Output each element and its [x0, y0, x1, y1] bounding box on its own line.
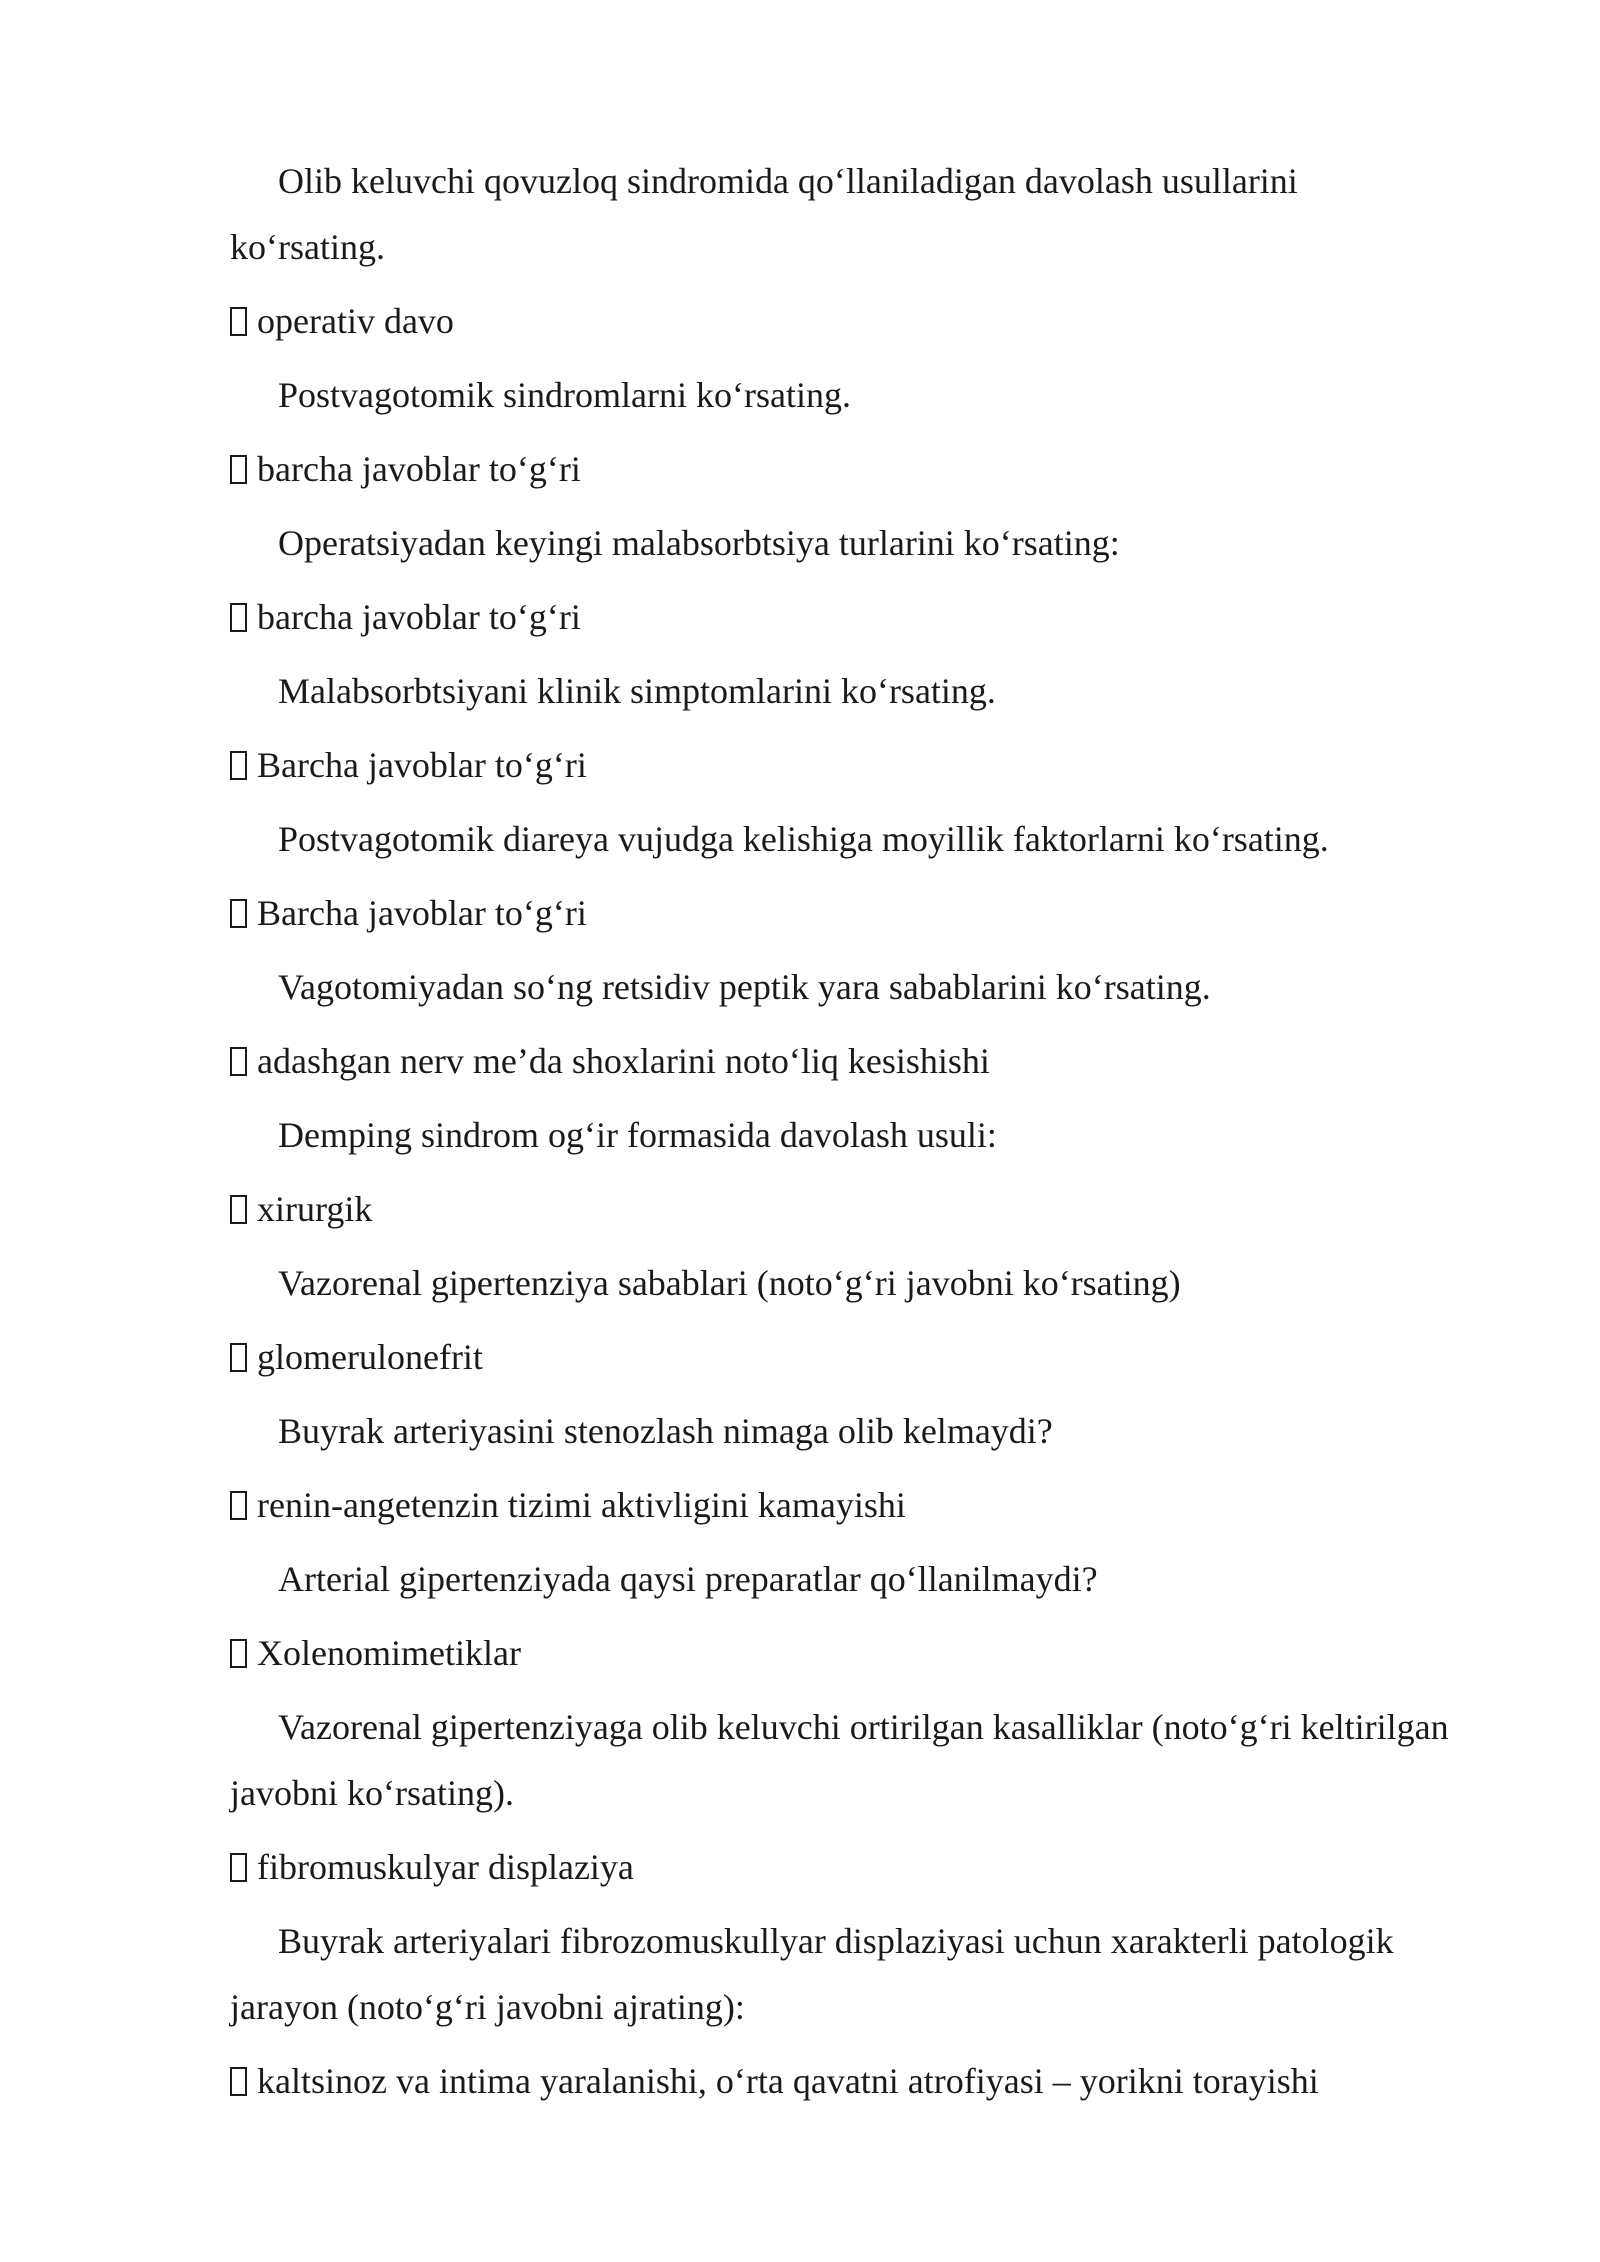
question-text: Olib keluvchi qovuzloq sindromida qo‘llaniladigan davolash usullarini ko‘rsating.: [230, 161, 1298, 267]
answer-text: xirurgik: [257, 1189, 373, 1229]
answer-item: [230, 1028, 1460, 1094]
checkbox-glyph-icon: [230, 899, 247, 928]
question-text: Buyrak arteriyasini stenozlash nimaga olib kelmaydi?: [278, 1411, 1053, 1451]
question-text: Buyrak arteriyalari fibrozomuskullyar displaziyasi uchun xarakterli patologik jarayon (noto‘g‘ri javobni ajrating):: [230, 1921, 1394, 2027]
answer-text: barcha javoblar to‘g‘ri: [257, 597, 581, 637]
question-text: Demping sindrom og‘ir formasida davolash usuli:: [278, 1115, 997, 1155]
answer-text: fibromuskulyar displaziya: [257, 1847, 634, 1887]
checkbox-glyph-icon: [230, 455, 247, 484]
answer-item: [230, 732, 1460, 798]
answer-text: kaltsinoz va intima yaralanishi, o‘rta qavatni atrofiyasi – yorikni torayishi: [257, 2061, 1319, 2101]
answer-item: [230, 1324, 1460, 1390]
question-text: Vagotomiyadan so‘ng retsidiv peptik yara sabablarini ko‘rsating.: [278, 967, 1211, 1007]
answer-text: Barcha javoblar to‘g‘ri: [257, 893, 587, 933]
question-text: Postvagotomik sindromlarni ko‘rsating.: [278, 375, 851, 415]
checkbox-glyph-icon: [230, 603, 247, 632]
checkbox-glyph-icon: [230, 307, 247, 336]
document-page: [230, 148, 1460, 2122]
checkbox-glyph-icon: [230, 751, 247, 780]
answer-item: [230, 1176, 1460, 1242]
answer-text: Barcha javoblar to‘g‘ri: [257, 745, 587, 785]
question-text: Operatsiyadan keyingi malabsorbtsiya turlarini ko‘rsating:: [278, 523, 1120, 563]
answer-text: adashgan nerv me’da shoxlarini noto‘liq kesishishi: [257, 1041, 990, 1081]
answer-item: [230, 436, 1460, 502]
answer-text: glomerulonefrit: [257, 1337, 483, 1377]
answer-item: [230, 288, 1460, 354]
answer-text: renin-angetenzin tizimi aktivligini kamayishi: [257, 1485, 906, 1525]
question-text: Vazorenal gipertenziyaga olib keluvchi ortirilgan kasalliklar (noto‘g‘ri keltirilgan javobni ko‘rsating).: [230, 1707, 1449, 1813]
question-text: Malabsorbtsiyani klinik simptomlarini ko‘rsating.: [278, 671, 996, 711]
answer-item: [230, 1834, 1460, 1900]
checkbox-glyph-icon: [230, 2067, 247, 2096]
answer-item: [230, 2048, 1460, 2114]
checkbox-glyph-icon: [230, 1491, 247, 1520]
answer-item: [230, 1472, 1460, 1538]
checkbox-glyph-icon: [230, 1639, 247, 1668]
checkbox-glyph-icon: [230, 1343, 247, 1372]
answer-text: operativ davo: [257, 301, 454, 341]
answer-text: barcha javoblar to‘g‘ri: [257, 449, 581, 489]
answer-text: Xolenomimetiklar: [257, 1633, 521, 1673]
checkbox-glyph-icon: [230, 1195, 247, 1224]
question-text: Vazorenal gipertenziya sabablari (noto‘g‘ri javobni ko‘rsating): [278, 1263, 1181, 1303]
question-text: Postvagotomik diareya vujudga kelishiga moyillik faktorlarni ko‘rsating.: [278, 819, 1329, 859]
answer-item: [230, 880, 1460, 946]
checkbox-glyph-icon: [230, 1047, 247, 1076]
checkbox-glyph-icon: [230, 1853, 247, 1882]
answer-item: [230, 1620, 1460, 1686]
answer-item: [230, 584, 1460, 650]
question-text: Arterial gipertenziyada qaysi preparatlar qo‘llanilmaydi?: [278, 1559, 1098, 1599]
